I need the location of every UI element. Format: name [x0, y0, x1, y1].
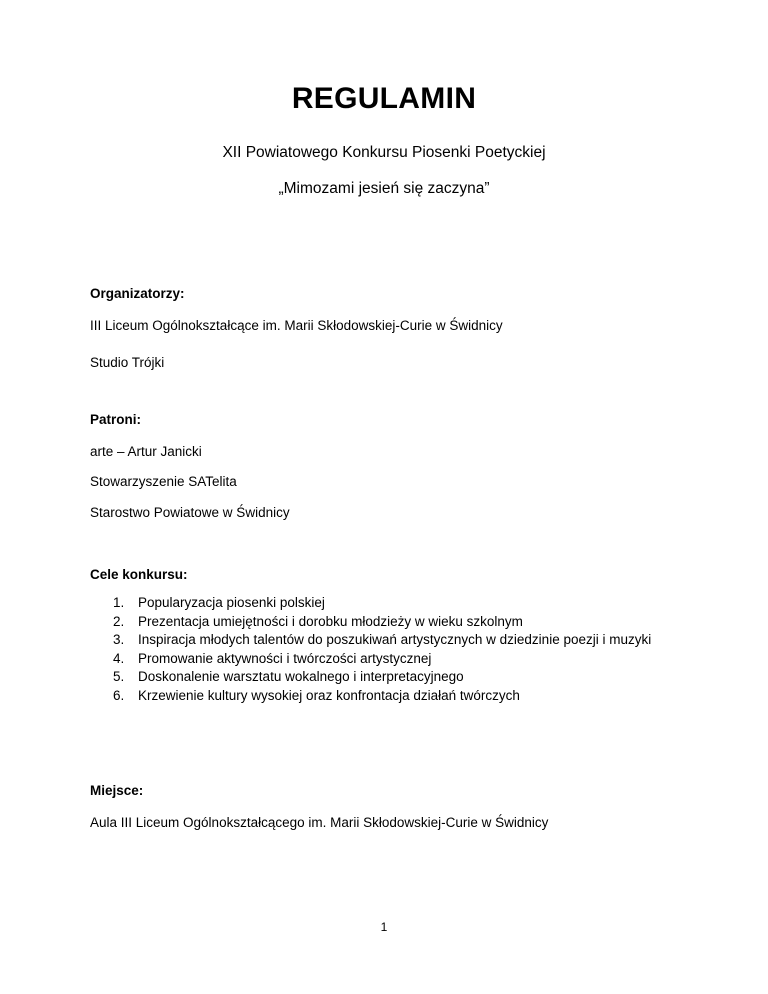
- document-title: REGULAMIN: [291, 82, 477, 115]
- patron-item: arte – Artur Janicki: [90, 444, 202, 459]
- document-subtitle: XII Powiatowego Konkursu Piosenki Poetyckiej: [222, 144, 546, 161]
- patrons-heading: Patroni:: [90, 412, 142, 427]
- goal-text: Inspiracja młodych talentów do poszukiwań artystycznych w dziedzinie poezji i muzyki: [138, 632, 652, 647]
- organizers-heading: Organizatorzy:: [90, 286, 185, 301]
- goal-text: Krzewienie kultury wysokiej oraz konfrontacja działań twórczych: [138, 687, 520, 703]
- goals-list: [90, 594, 690, 705]
- page-number: 1: [380, 920, 388, 934]
- goal-text: Doskonalenie warsztatu wokalnego i interpretacyjnego: [138, 669, 464, 684]
- goal-item: [90, 687, 690, 706]
- organizer-item: III Liceum Ogólnokształcące im. Marii Skłodowskiej-Curie w Świdnicy: [90, 318, 503, 333]
- contest-motto: „Mimozami jesień się zaczyna”: [278, 180, 490, 197]
- goal-item: [90, 668, 690, 687]
- goals-heading: Cele konkursu:: [90, 567, 188, 582]
- patron-item: Stowarzyszenie SATelita: [90, 474, 237, 489]
- goal-item: [90, 613, 690, 632]
- place-text: Aula III Liceum Ogólnokształcącego im. Marii Skłodowskiej-Curie w Świdnicy: [90, 815, 549, 830]
- goal-number: 6.: [113, 687, 125, 703]
- goal-number: 5.: [113, 669, 125, 684]
- patron-item: Starostwo Powiatowe w Świdnicy: [90, 505, 290, 520]
- goal-item: [90, 594, 690, 613]
- goal-item: [90, 650, 690, 669]
- goal-number: 1.: [113, 595, 125, 610]
- goal-text: Popularyzacja piosenki polskiej: [138, 595, 325, 610]
- goal-text: Prezentacja umiejętności i dorobku młodzieży w wieku szkolnym: [138, 613, 523, 629]
- organizer-item: Studio Trójki: [90, 355, 165, 370]
- goal-number: 4.: [113, 650, 125, 666]
- goal-number: 2.: [113, 613, 125, 629]
- goal-number: 3.: [113, 632, 125, 647]
- goal-item: [90, 631, 690, 650]
- goal-text: Promowanie aktywności i twórczości artystycznej: [138, 650, 432, 666]
- place-heading: Miejsce:: [90, 783, 144, 798]
